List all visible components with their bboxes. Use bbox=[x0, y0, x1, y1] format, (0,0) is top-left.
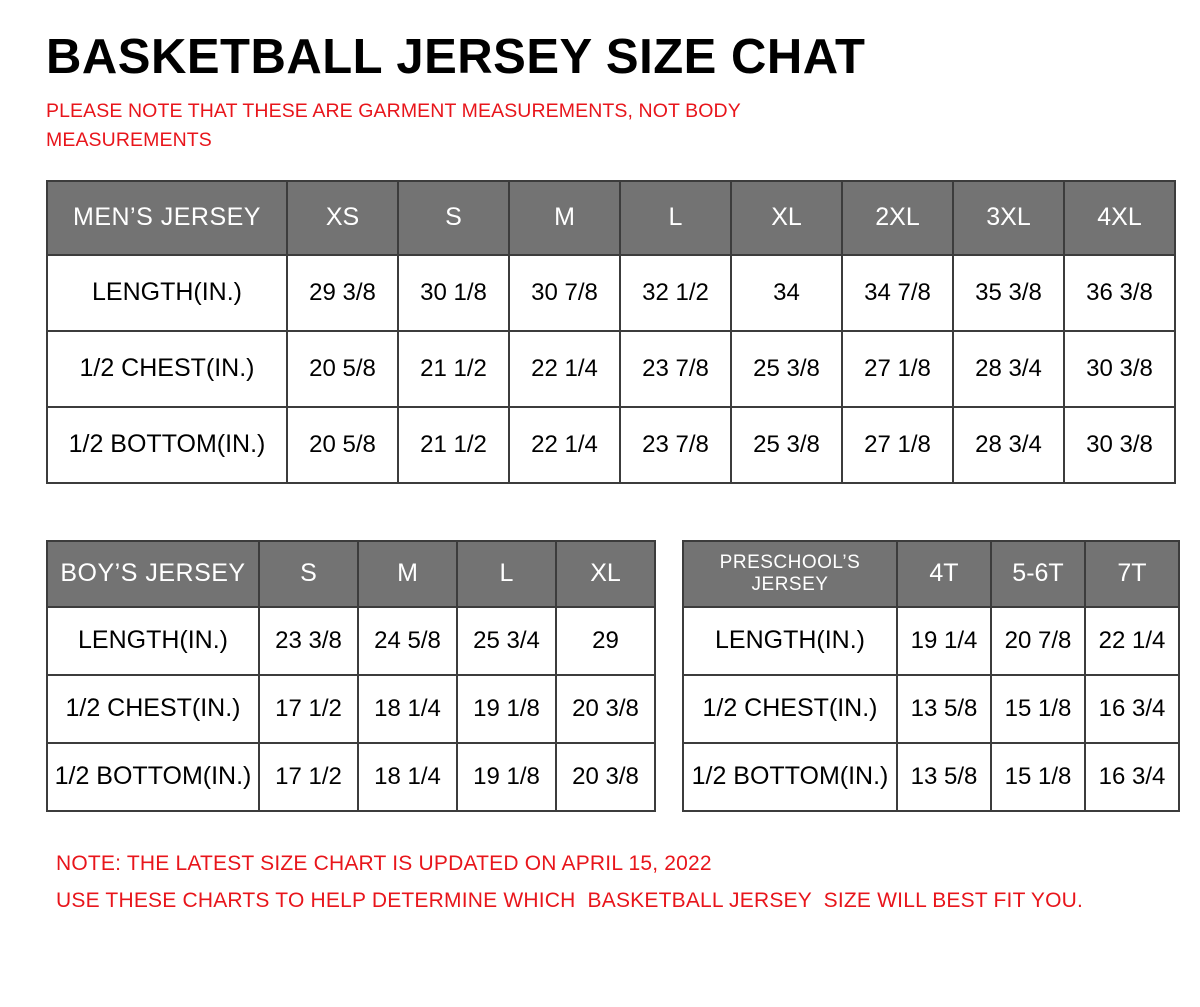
row-label: LENGTH(IN.) bbox=[47, 255, 287, 331]
measurement-cell: 29 3/8 bbox=[287, 255, 398, 331]
measurement-cell: 23 7/8 bbox=[620, 407, 731, 483]
mens-table-label: MEN’S JERSEY bbox=[47, 181, 287, 255]
measurement-cell: 20 7/8 bbox=[991, 607, 1085, 675]
size-header-cell: 4T bbox=[897, 541, 991, 607]
boys-table-label: BOY’S JERSEY bbox=[47, 541, 259, 607]
measurement-cell: 25 3/8 bbox=[731, 407, 842, 483]
measurement-cell: 18 1/4 bbox=[358, 675, 457, 743]
measurement-cell: 18 1/4 bbox=[358, 743, 457, 811]
size-header-cell: 7T bbox=[1085, 541, 1179, 607]
table-row bbox=[47, 607, 655, 675]
row-label: 1/2 BOTTOM(IN.) bbox=[683, 743, 897, 811]
measurement-cell: 15 1/8 bbox=[991, 675, 1085, 743]
table-header-row bbox=[47, 541, 655, 607]
measurement-cell: 17 1/2 bbox=[259, 743, 358, 811]
measurement-cell: 16 3/4 bbox=[1085, 675, 1179, 743]
table-row bbox=[47, 407, 1175, 483]
measurement-cell: 27 1/8 bbox=[842, 331, 953, 407]
measurement-cell: 22 1/4 bbox=[1085, 607, 1179, 675]
measurement-cell: 25 3/4 bbox=[457, 607, 556, 675]
measurement-cell: 17 1/2 bbox=[259, 675, 358, 743]
row-label: 1/2 BOTTOM(IN.) bbox=[47, 407, 287, 483]
measurement-cell: 36 3/8 bbox=[1064, 255, 1175, 331]
measurement-cell: 27 1/8 bbox=[842, 407, 953, 483]
measurement-cell: 20 3/8 bbox=[556, 743, 655, 811]
preschool-table-label: PRESCHOOL’S JERSEY bbox=[683, 541, 897, 607]
measurement-cell: 22 1/4 bbox=[509, 407, 620, 483]
row-label: 1/2 BOTTOM(IN.) bbox=[47, 743, 259, 811]
table-row bbox=[683, 743, 1179, 811]
measurement-cell: 20 3/8 bbox=[556, 675, 655, 743]
measurement-cell: 23 3/8 bbox=[259, 607, 358, 675]
measurement-cell: 16 3/4 bbox=[1085, 743, 1179, 811]
measurement-cell: 34 7/8 bbox=[842, 255, 953, 331]
measurement-cell: 23 7/8 bbox=[620, 331, 731, 407]
table-header-row bbox=[47, 181, 1175, 255]
measurement-cell: 22 1/4 bbox=[509, 331, 620, 407]
measurement-cell: 30 3/8 bbox=[1064, 407, 1175, 483]
row-label: 1/2 CHEST(IN.) bbox=[47, 331, 287, 407]
size-header-cell: 3XL bbox=[953, 181, 1064, 255]
size-header-cell: L bbox=[457, 541, 556, 607]
preschool-jersey-size-table bbox=[682, 540, 1180, 812]
size-header-cell: XS bbox=[287, 181, 398, 255]
measurement-cell: 32 1/2 bbox=[620, 255, 731, 331]
bottom-notes bbox=[56, 846, 1176, 920]
row-label: 1/2 CHEST(IN.) bbox=[683, 675, 897, 743]
measurement-cell: 30 3/8 bbox=[1064, 331, 1175, 407]
table-row bbox=[683, 607, 1179, 675]
secondary-tables-container bbox=[46, 540, 1176, 812]
table-row bbox=[683, 675, 1179, 743]
measurement-cell: 28 3/4 bbox=[953, 331, 1064, 407]
measurement-cell: 19 1/8 bbox=[457, 675, 556, 743]
row-label: LENGTH(IN.) bbox=[47, 607, 259, 675]
measurement-cell: 34 bbox=[731, 255, 842, 331]
size-header-cell: S bbox=[259, 541, 358, 607]
measurement-cell: 13 5/8 bbox=[897, 743, 991, 811]
mens-jersey-size-table bbox=[46, 180, 1176, 484]
measurement-cell: 30 1/8 bbox=[398, 255, 509, 331]
table-row bbox=[47, 675, 655, 743]
measurement-cell: 29 bbox=[556, 607, 655, 675]
size-header-cell: XL bbox=[556, 541, 655, 607]
size-header-cell: S bbox=[398, 181, 509, 255]
measurement-cell: 20 5/8 bbox=[287, 331, 398, 407]
size-header-cell: 2XL bbox=[842, 181, 953, 255]
measurement-cell: 25 3/8 bbox=[731, 331, 842, 407]
measurement-cell: 19 1/8 bbox=[457, 743, 556, 811]
row-label: LENGTH(IN.) bbox=[683, 607, 897, 675]
measurement-cell: 24 5/8 bbox=[358, 607, 457, 675]
size-header-cell: 5-6T bbox=[991, 541, 1085, 607]
measurement-cell: 30 7/8 bbox=[509, 255, 620, 331]
size-header-cell: XL bbox=[731, 181, 842, 255]
page-title: BASKETBALL JERSEY SIZE CHAT bbox=[46, 30, 866, 84]
measurement-cell: 15 1/8 bbox=[991, 743, 1085, 811]
measurement-cell: 19 1/4 bbox=[897, 607, 991, 675]
measurement-cell: 13 5/8 bbox=[897, 675, 991, 743]
size-header-cell: M bbox=[358, 541, 457, 607]
measurement-cell: 21 1/2 bbox=[398, 331, 509, 407]
row-label: 1/2 CHEST(IN.) bbox=[47, 675, 259, 743]
measurement-cell: 35 3/8 bbox=[953, 255, 1064, 331]
size-header-cell: 4XL bbox=[1064, 181, 1175, 255]
measurement-cell: 28 3/4 bbox=[953, 407, 1064, 483]
table-header-row bbox=[683, 541, 1179, 607]
table-row bbox=[47, 743, 655, 811]
bottom-note-guidance: USE THESE CHARTS TO HELP DETERMINE WHICH BASKETBALL JERSEY SIZE WILL BEST FIT YOU. bbox=[56, 888, 1084, 912]
size-header-cell: M bbox=[509, 181, 620, 255]
boys-jersey-size-table bbox=[46, 540, 656, 812]
top-note: PLEASE NOTE THAT THESE ARE GARMENT MEASUREMENTS, NOT BODY MEASUREMENTS bbox=[46, 100, 741, 151]
size-header-cell: L bbox=[620, 181, 731, 255]
measurement-cell: 20 5/8 bbox=[287, 407, 398, 483]
table-row bbox=[47, 331, 1175, 407]
bottom-note-update: NOTE: THE LATEST SIZE CHART IS UPDATED ON APRIL 15, 2022 bbox=[56, 851, 712, 875]
measurement-cell: 21 1/2 bbox=[398, 407, 509, 483]
table-row bbox=[47, 255, 1175, 331]
